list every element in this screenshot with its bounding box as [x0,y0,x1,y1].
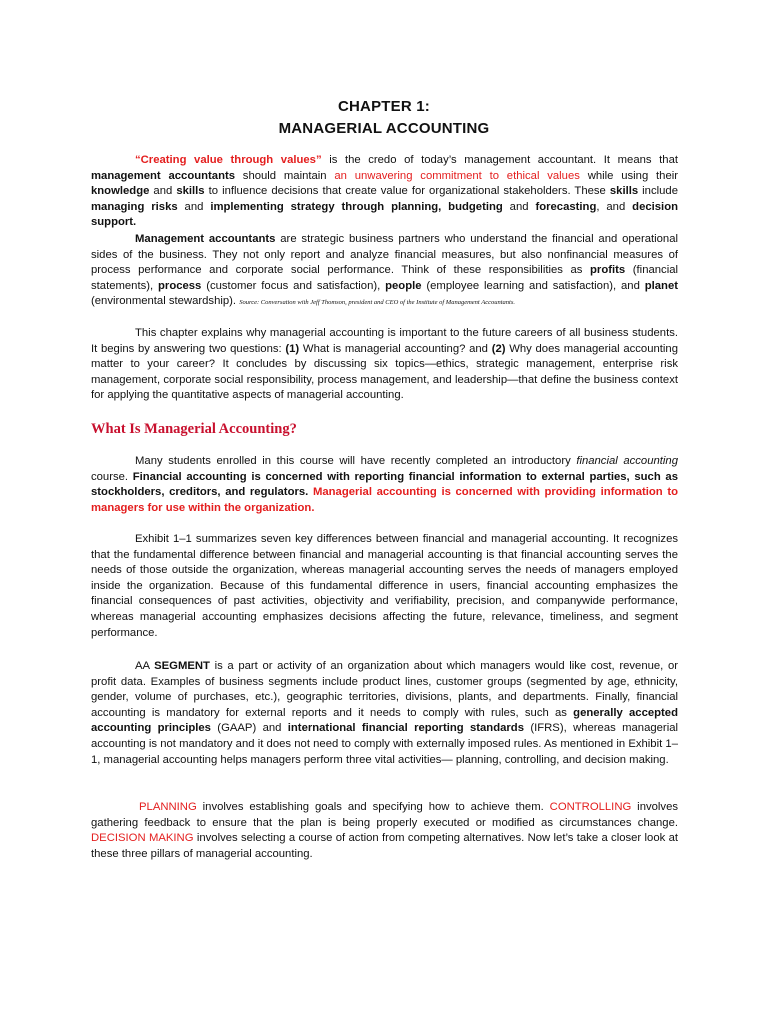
controlling-term: CONTROLLING [549,801,632,813]
paragraph-segment: AA SEGMENT is a part or activity of an organization about which managers would like cost, revenue, or profit data. Examples of business segments include product lines, customer groups (segmented by age, ethnicity, gender, volume of purchases, etc.), geographic territories, divisions, plants, and departments. Finally, financial accounting is mandatory for external reports and it needs to comply with rules, such as generally accepted accounting principles (GAAP) and international financial reporting standards (IFRS), whereas managerial accounting is not mandatory and it does not need to comply with externally imposed rules. As mentioned in Exhibit 1–1, managerial accounting helps managers perform three vital activities— planning, controlling, and decision making. [91,660,678,766]
ethics-highlight: an unwavering commitment to ethical values [334,169,580,182]
credo-quote: “Creating value through values” [135,154,322,166]
paragraph-intro: “Creating value through values” is the credo of today’s management accountant. It means that management accountants should maintain an unwavering commitment to ethical values while using their knowledge and skills to influence decisions that create value for organizational stakeholders. These skills include managing risks and implementing strategy through planning, budgeting and forecasting, and decision support. [91,154,678,229]
section-heading: What Is Managerial Accounting? [91,421,297,437]
source-citation: Source: Conversation with Jeff Thomson, president and CEO of the Institute of Management Accountants. [239,299,515,307]
paragraph-management-accountants: Management accountants are strategic business partners who understand the financial and operational sides of the business. They not only report and analyze financial measures, but also nonfinancial measures of process performance and corporate social performance. Think of these responsibilities as profits (financial statements), process (customer focus and satisfaction), people (employee learning and satisfaction), and planet (environmental stewardship). Source: Conversation with Jeff Thomson, president and CEO of the Institute of Management Accountants. [91,233,679,308]
paragraph-exhibit-differences: Exhibit 1–1 summarizes seven key differences between financial and managerial accounting. It recognizes that the fundamental difference between financial and managerial accounting is that financial accounting serves the needs of those outside the organization, whereas managerial accounting serves the needs of managers employed inside the organization. Because of this fundamental difference in users, financial accounting emphasizes the financial consequences of past activities, objectivity and verifiability, precision, and companywide performance, whereas managerial accounting emphasizes decisions affecting the future, relevance, timeliness, and segment performance. [91,533,678,639]
chapter-title: MANAGERIAL ACCOUNTING [278,120,490,137]
decision-making-term: DECISION MAKING [91,832,194,845]
planning-term: PLANNING [139,801,197,813]
paragraph-chapter-overview: This chapter explains why managerial accounting is important to the future careers of all business students. It begins by answering two questions: (1) What is managerial accounting? and (2) Why does managerial accounting matter to your career? It concludes by discussing six topics—ethics, strategic management, enterprise risk management, corporate social responsibility, process management, and leadership—that define the business context for applying the quantitative aspects of managerial accounting. [91,327,678,402]
managerial-definition-highlight: Managerial accounting is concerned with providing information to managers for use within the organization. [91,486,678,514]
paragraph-three-pillars: PLANNING involves establishing goals and specifying how to achieve them. CONTROLLING involves gathering feedback to ensure that the plan is being properly executed or modified as circumstances change. DECISION MAKING involves selecting a course of action from competing alternatives. Now let’s take a closer look at these three pillars of managerial accounting. [91,801,679,860]
paragraph-financial-vs-managerial: Many students enrolled in this course will have recently completed an introductory financial accounting course. Financial accounting is concerned with reporting financial information to external parties, such as stockholders, creditors, and regulators. Managerial accounting is concerned with providing information to managers for use within the organization. [91,455,678,514]
chapter-number: CHAPTER 1: [337,98,430,115]
